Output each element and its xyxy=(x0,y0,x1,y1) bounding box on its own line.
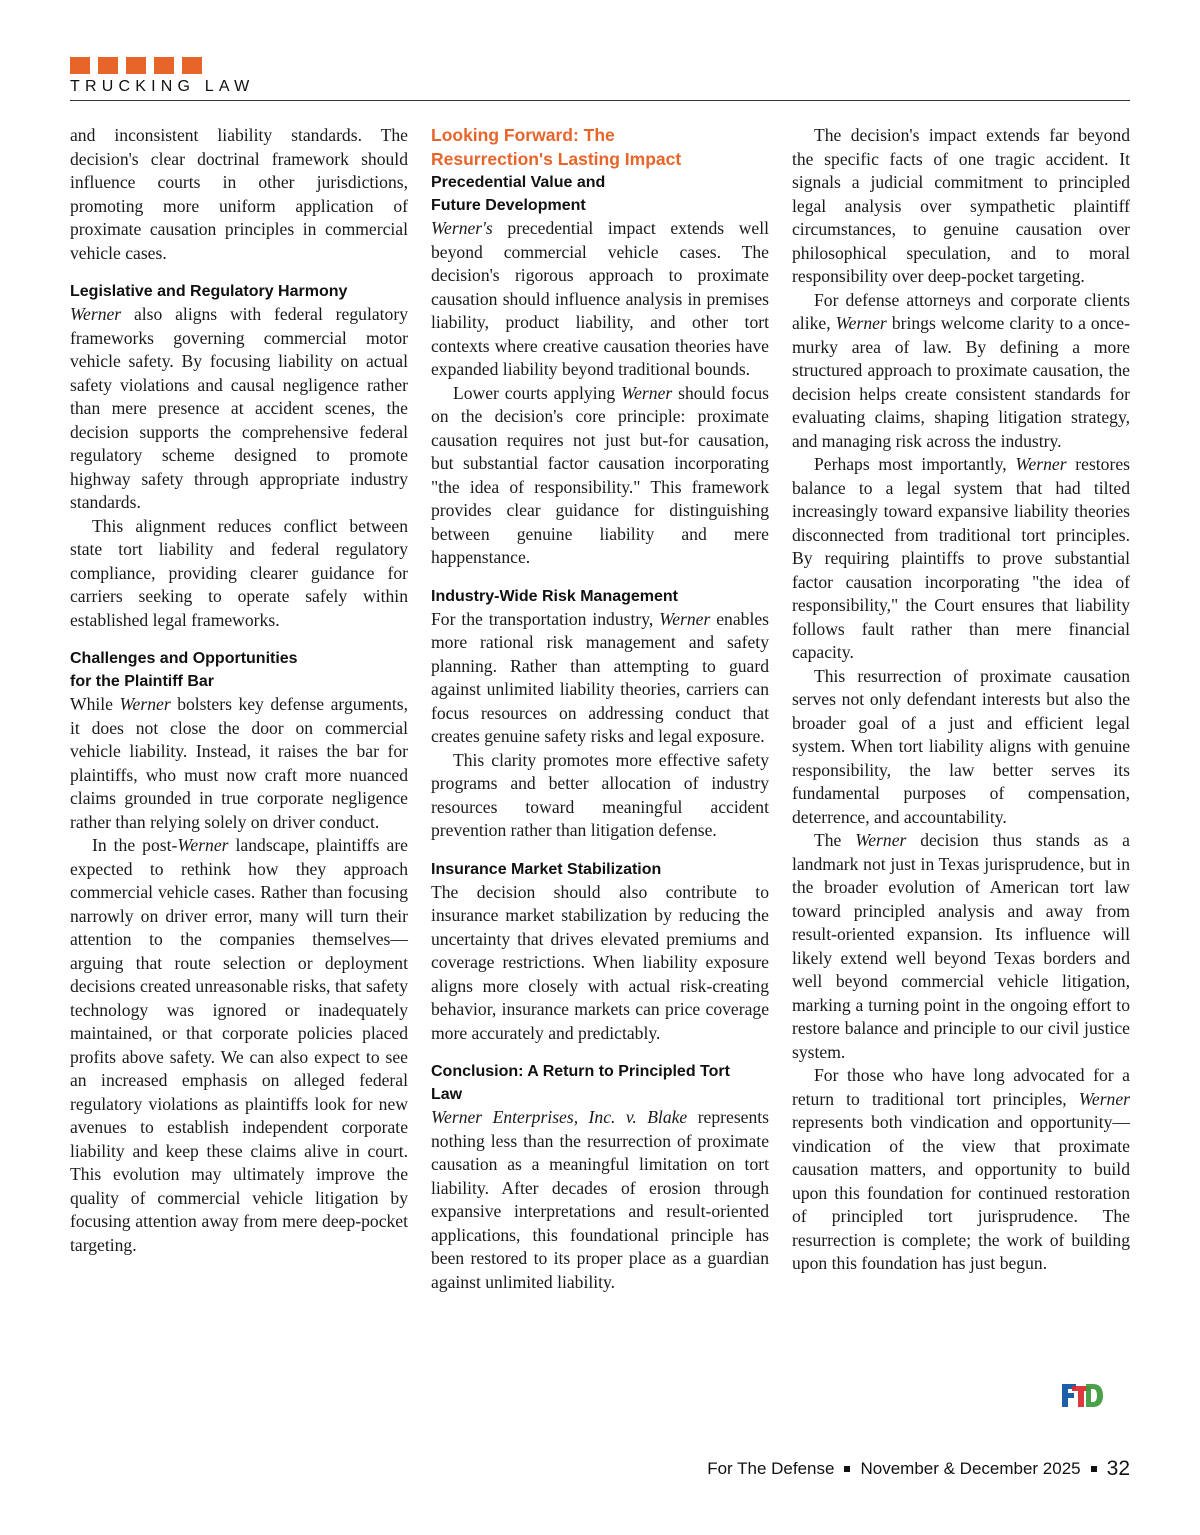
paragraph xyxy=(70,693,408,834)
section-title xyxy=(431,124,769,171)
page-number: 32 xyxy=(1106,1457,1130,1480)
paragraph-text: For defense attorneys and corporate clients alike, xyxy=(792,289,1130,333)
paragraph: This clarity promotes more effective safety programs and better allocation of industry resources toward meaningful accident prevention rather than litigation defense. xyxy=(431,749,769,840)
case-name: Werner's xyxy=(431,218,493,238)
subheading-challenges xyxy=(70,647,408,693)
case-name: Werner xyxy=(835,313,887,333)
marker-square xyxy=(154,57,174,74)
paragraph xyxy=(792,289,1130,454)
marker-square xyxy=(126,57,146,74)
column-2 xyxy=(431,124,769,1294)
paragraph xyxy=(431,608,769,749)
paragraph-text: The xyxy=(814,830,856,850)
case-name: Werner xyxy=(659,608,711,629)
section-label: TRUCKING LAW xyxy=(70,78,255,95)
paragraph-text: precedential impact extends well beyond commercial vehicle cases. The decision's rigorous approach to proximate causation should influence analysis in premises liability, product liability, and other tort contexts where creative causation theories have expanded liability beyond traditional bounds. xyxy=(431,218,769,379)
case-name: Werner Enterprises, Inc. v. Blake xyxy=(431,1107,688,1127)
bullet-separator xyxy=(844,1466,850,1472)
header-rule xyxy=(70,100,1130,101)
case-name: Werner xyxy=(1078,1088,1130,1109)
paragraph xyxy=(792,453,1130,665)
subheading-industry: Industry-Wide Risk Management xyxy=(431,587,679,605)
ftd-logo xyxy=(1060,1380,1104,1410)
subheading-line: Precedential Value and xyxy=(431,174,606,191)
paragraph xyxy=(431,217,769,382)
issue-date: November & December 2025 xyxy=(860,1459,1081,1478)
paragraph xyxy=(70,303,408,515)
subheading-legislative: Legislative and Regulatory Harmony xyxy=(70,283,348,300)
subheading-line: for the Plaintiff Bar xyxy=(70,673,215,690)
subheading-line: Conclusion: A Return to Principled Tort xyxy=(431,1063,730,1080)
case-name: Werner xyxy=(177,835,229,855)
paragraph xyxy=(792,829,1130,1064)
page-footer xyxy=(707,1457,1130,1481)
subheading-insurance: Insurance Market Stabilization xyxy=(431,860,662,878)
paragraph-text: enables more rational risk management and safety planning. Rather than attempting to guard against unlimited liability theories, carriers can focus resources on addressing conduct that creates genuine safety risks and legal exposure. xyxy=(431,608,769,746)
section-marker xyxy=(70,57,1130,74)
marker-square xyxy=(98,57,118,74)
paragraph-text: For the transportation industry, xyxy=(431,608,660,629)
paragraph-text: represents both vindication and opportunity—vindication of the view that proximate causation matters, and opportunity to build upon this foundation for continued restoration of principled tort jurisprudence. The resurrection is complete; the work of building upon this foundation has just begun. xyxy=(792,1112,1130,1273)
paragraph-text: represents nothing less than the resurrection of proximate causation as a meaningful limitation on tort liability. After decades of erosion through expansive interpretations and result-oriented applications, this foundational principle has been restored to its proper place as a guardian against unlimited liability. xyxy=(431,1107,770,1292)
subheading-line: Law xyxy=(431,1086,463,1103)
subheading-precedential xyxy=(431,171,769,217)
case-name: Werner xyxy=(119,694,171,714)
case-name: Werner xyxy=(1015,454,1067,474)
paragraph: This alignment reduces conflict between state tort liability and federal regulatory compliance, providing clearer guidance for carriers seeking to operate safely within established legal frameworks. xyxy=(70,515,408,630)
paragraph-text: decision thus stands as a landmark not just in Texas jurisprudence, but in the broader evolution of American tort law toward principled analysis and away from result-oriented expansion. Its influence will likely extend well beyond Texas borders and well beyond commercial vehicle litigation, marking a turning point in the ongoing effort to restore balance and principle to our civil justice system. xyxy=(792,830,1130,1062)
case-name: Werner xyxy=(70,304,122,324)
title-line: Resurrection's Lasting Impact xyxy=(431,148,682,169)
paragraph xyxy=(792,1064,1130,1276)
title-line: Looking Forward: The xyxy=(431,125,615,145)
paragraph-text: bolsters key defense arguments, it does not close the door on commercial vehicle liability. Instead, it raises the bar for plaintiffs, who must now craft more nuanced claims grounded in true corporate negligence rather than relying solely on driver conduct. xyxy=(70,694,408,832)
column-3 xyxy=(792,124,1130,1276)
page-header xyxy=(70,57,1130,96)
paragraph-text: restores balance to a legal system that had tilted increasingly toward expansive liability theories disconnected from traditional tort principles. By requiring plaintiffs to prove substantial factor causation incorporating "the idea of responsibility," the Court ensures that liability follows fault rather than mere financial capacity. xyxy=(792,454,1130,662)
paragraph: This resurrection of proximate causation serves not only defendant interests but also the broader goal of a just and efficient legal system. When tort liability aligns with genuine responsibility, the law better serves its fundamental purposes of compensation, deterrence, and accountability. xyxy=(792,665,1130,827)
paragraph xyxy=(70,834,408,1257)
case-name: Werner xyxy=(621,382,673,403)
paragraph-text: brings welcome clarity to a once-murky area of law. By defining a more structured approach to proximate causation, the decision helps create consistent standards for evaluating claims, shaping litigation strategy, and managing risk across the industry. xyxy=(792,313,1130,451)
paragraph: The decision's impact extends far beyond the specific facts of one tragic accident. It signals a judicial commitment to principled legal analysis over sympathetic plaintiff circumstances, to genuine causation over philosophical speculation, and to moral responsibility over deep-pocket targeting. xyxy=(792,125,1130,286)
paragraph-text: For those who have long advocated for a return to traditional tort principles, xyxy=(792,1065,1130,1109)
paragraph-text: Perhaps most importantly, xyxy=(814,454,1016,474)
paragraph-text: While xyxy=(70,694,120,714)
paragraph-text: In the post- xyxy=(92,835,178,855)
subheading-line: Challenges and Opportunities xyxy=(70,650,298,667)
paragraph-text: should focus on the decision's core principle: proximate causation requires not just but-for causation, but substantial factor causation incorporating "the idea of responsibility." This framework provides clear guidance for distinguishing between genuine liability and mere happenstance. xyxy=(431,382,769,567)
column-1 xyxy=(70,124,408,1257)
subheading-line: Future Development xyxy=(431,197,586,214)
publication-name: For The Defense xyxy=(707,1459,835,1478)
paragraph-text: Lower courts applying xyxy=(453,382,622,403)
paragraph xyxy=(431,382,769,570)
subheading-conclusion xyxy=(431,1060,769,1106)
paragraph xyxy=(431,1106,769,1294)
paragraph: The decision should also contribute to insurance market stabilization by reducing the uncertainty that drives elevated premiums and coverage restrictions. When liability exposure aligns more closely with actual risk-creating behavior, insurance markets can price coverage more accurately and predictably. xyxy=(431,881,769,1043)
paragraph: and inconsistent liability standards. The decision's clear doctrinal framework should influence courts in other jurisdictions, promoting more uniform application of proximate causation principles in commercial vehicle cases. xyxy=(70,125,408,263)
paragraph-text: also aligns with federal regulatory frameworks governing commercial motor vehicle safety. By focusing liability on actual safety violations and causal negligence rather than mere presence at accident scenes, the decision supports the comprehensive federal regulatory scheme designed to promote highway safety through appropriate industry standards. xyxy=(70,304,408,512)
paragraph-text: landscape, plaintiffs are expected to rethink how they approach commercial vehicle cases. Rather than focusing narrowly on driver error, many will turn their attention to the companies themselves—arguing that route selection or deployment decisions created unreasonable risks, that safety technology was ignored or inadequately maintained, or that corporate policies placed profits above safety. We can also expect to see an increased emphasis on alleged federal regulatory violations as plaintiffs look for new avenues to establish independent corporate liability and keep these claims alive in court. This evolution may ultimately improve the quality of commercial vehicle litigation by focusing attention away from mere deep-pocket targeting. xyxy=(70,835,408,1255)
marker-square xyxy=(70,57,90,74)
case-name: Werner xyxy=(855,830,907,850)
bullet-separator xyxy=(1091,1466,1097,1472)
marker-square xyxy=(182,57,202,74)
